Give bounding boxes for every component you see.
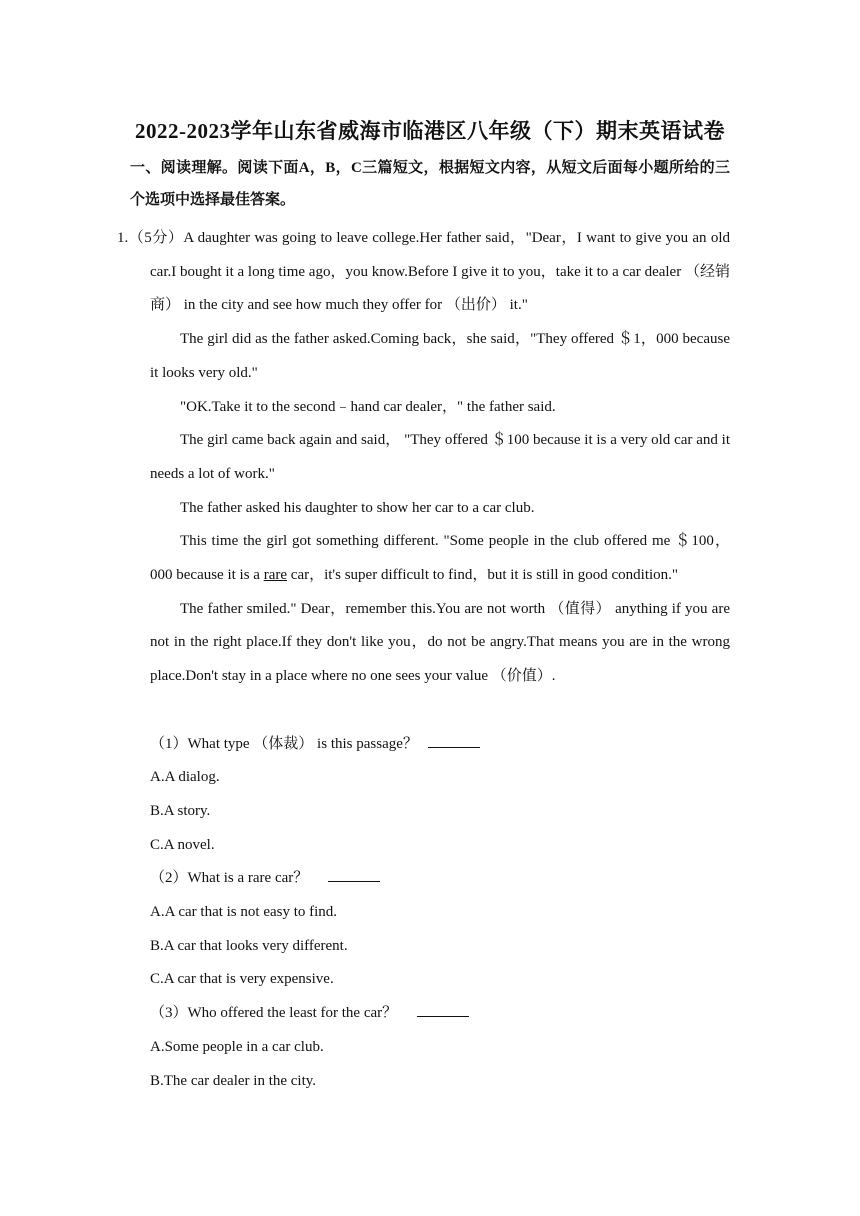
option: B.The car dealer in the city. <box>150 1072 317 1089</box>
option: A.A car that is not easy to find. <box>150 904 338 921</box>
stem-text: （2）What is a rare car？ <box>150 870 309 887</box>
question-score: （5分） <box>128 230 184 246</box>
passage-text: car，it's super difficult to find，but it is still in good condition." <box>287 567 679 584</box>
passage-text: This time the girl got something different. "Some people in the club offered me ＄100，000 because it is a <box>150 533 730 584</box>
passage-paragraph: The father asked his daughter to show her car to a car club. <box>180 499 535 516</box>
passage-paragraph: The girl did as the father asked.Coming back，she said，"They offered ＄1，000 because it looks very old." <box>150 331 730 381</box>
underlined-word: rare <box>263 567 288 584</box>
stem-text: （1）What type （体裁） is this passage？ <box>150 735 418 752</box>
option: C.A car that is very expensive. <box>150 971 334 988</box>
sub-question-stem <box>117 997 730 1031</box>
passage-paragraph <box>117 525 730 592</box>
sub-question-stem <box>117 862 730 896</box>
option: B.A car that looks very different. <box>150 937 348 954</box>
sub-question-1 <box>117 728 730 863</box>
option: A.Some people in a car club. <box>150 1038 324 1055</box>
passage-text: A daughter was going to leave college.Her father said，"Dear，I want to give you an old car.I bought it a long time ago，you know.Before I give it to you，take it to a car dealer （经销商） in the city and see how much they offer for （出价） it." <box>150 230 730 314</box>
answer-blank[interactable] <box>428 733 480 748</box>
passage-paragraph: The father smiled." Dear，remember this.You are not worth （值得） anything if you are not in the right place.If they don't like you，do not be angry.That means you are in the wrong place.Don't stay in a place where no one sees your value （价值）. <box>150 600 730 685</box>
answer-blank[interactable] <box>417 1002 469 1017</box>
option: A.A dialog. <box>150 769 220 786</box>
page-title: 2022-2023学年山东省威海市临港区八年级（下）期末英语试卷 <box>135 119 725 143</box>
question-1 <box>117 222 730 1098</box>
passage-paragraph: The girl came back again and said， "They offered ＄100 because it is a very old car and it needs a lot of work." <box>150 432 730 482</box>
question-number: 1. <box>117 230 129 246</box>
section-heading: 一、阅读理解。阅读下面A，B，C三篇短文，根据短文内容，从短文后面每小题所给的三个选项中选择最佳答案。 <box>130 160 730 208</box>
sub-question-2 <box>117 862 730 997</box>
answer-blank[interactable] <box>328 867 380 882</box>
sub-question-stem <box>117 728 730 762</box>
passage-paragraph: "OK.Take it to the second﹣hand car dealer，" the father said. <box>180 398 556 415</box>
sub-question-3 <box>117 997 730 1098</box>
stem-text: （3）Who offered the least for the car？ <box>150 1005 398 1022</box>
passage-paragraph-intro <box>117 222 730 323</box>
option: C.A novel. <box>150 836 215 853</box>
option: B.A story. <box>150 802 211 819</box>
